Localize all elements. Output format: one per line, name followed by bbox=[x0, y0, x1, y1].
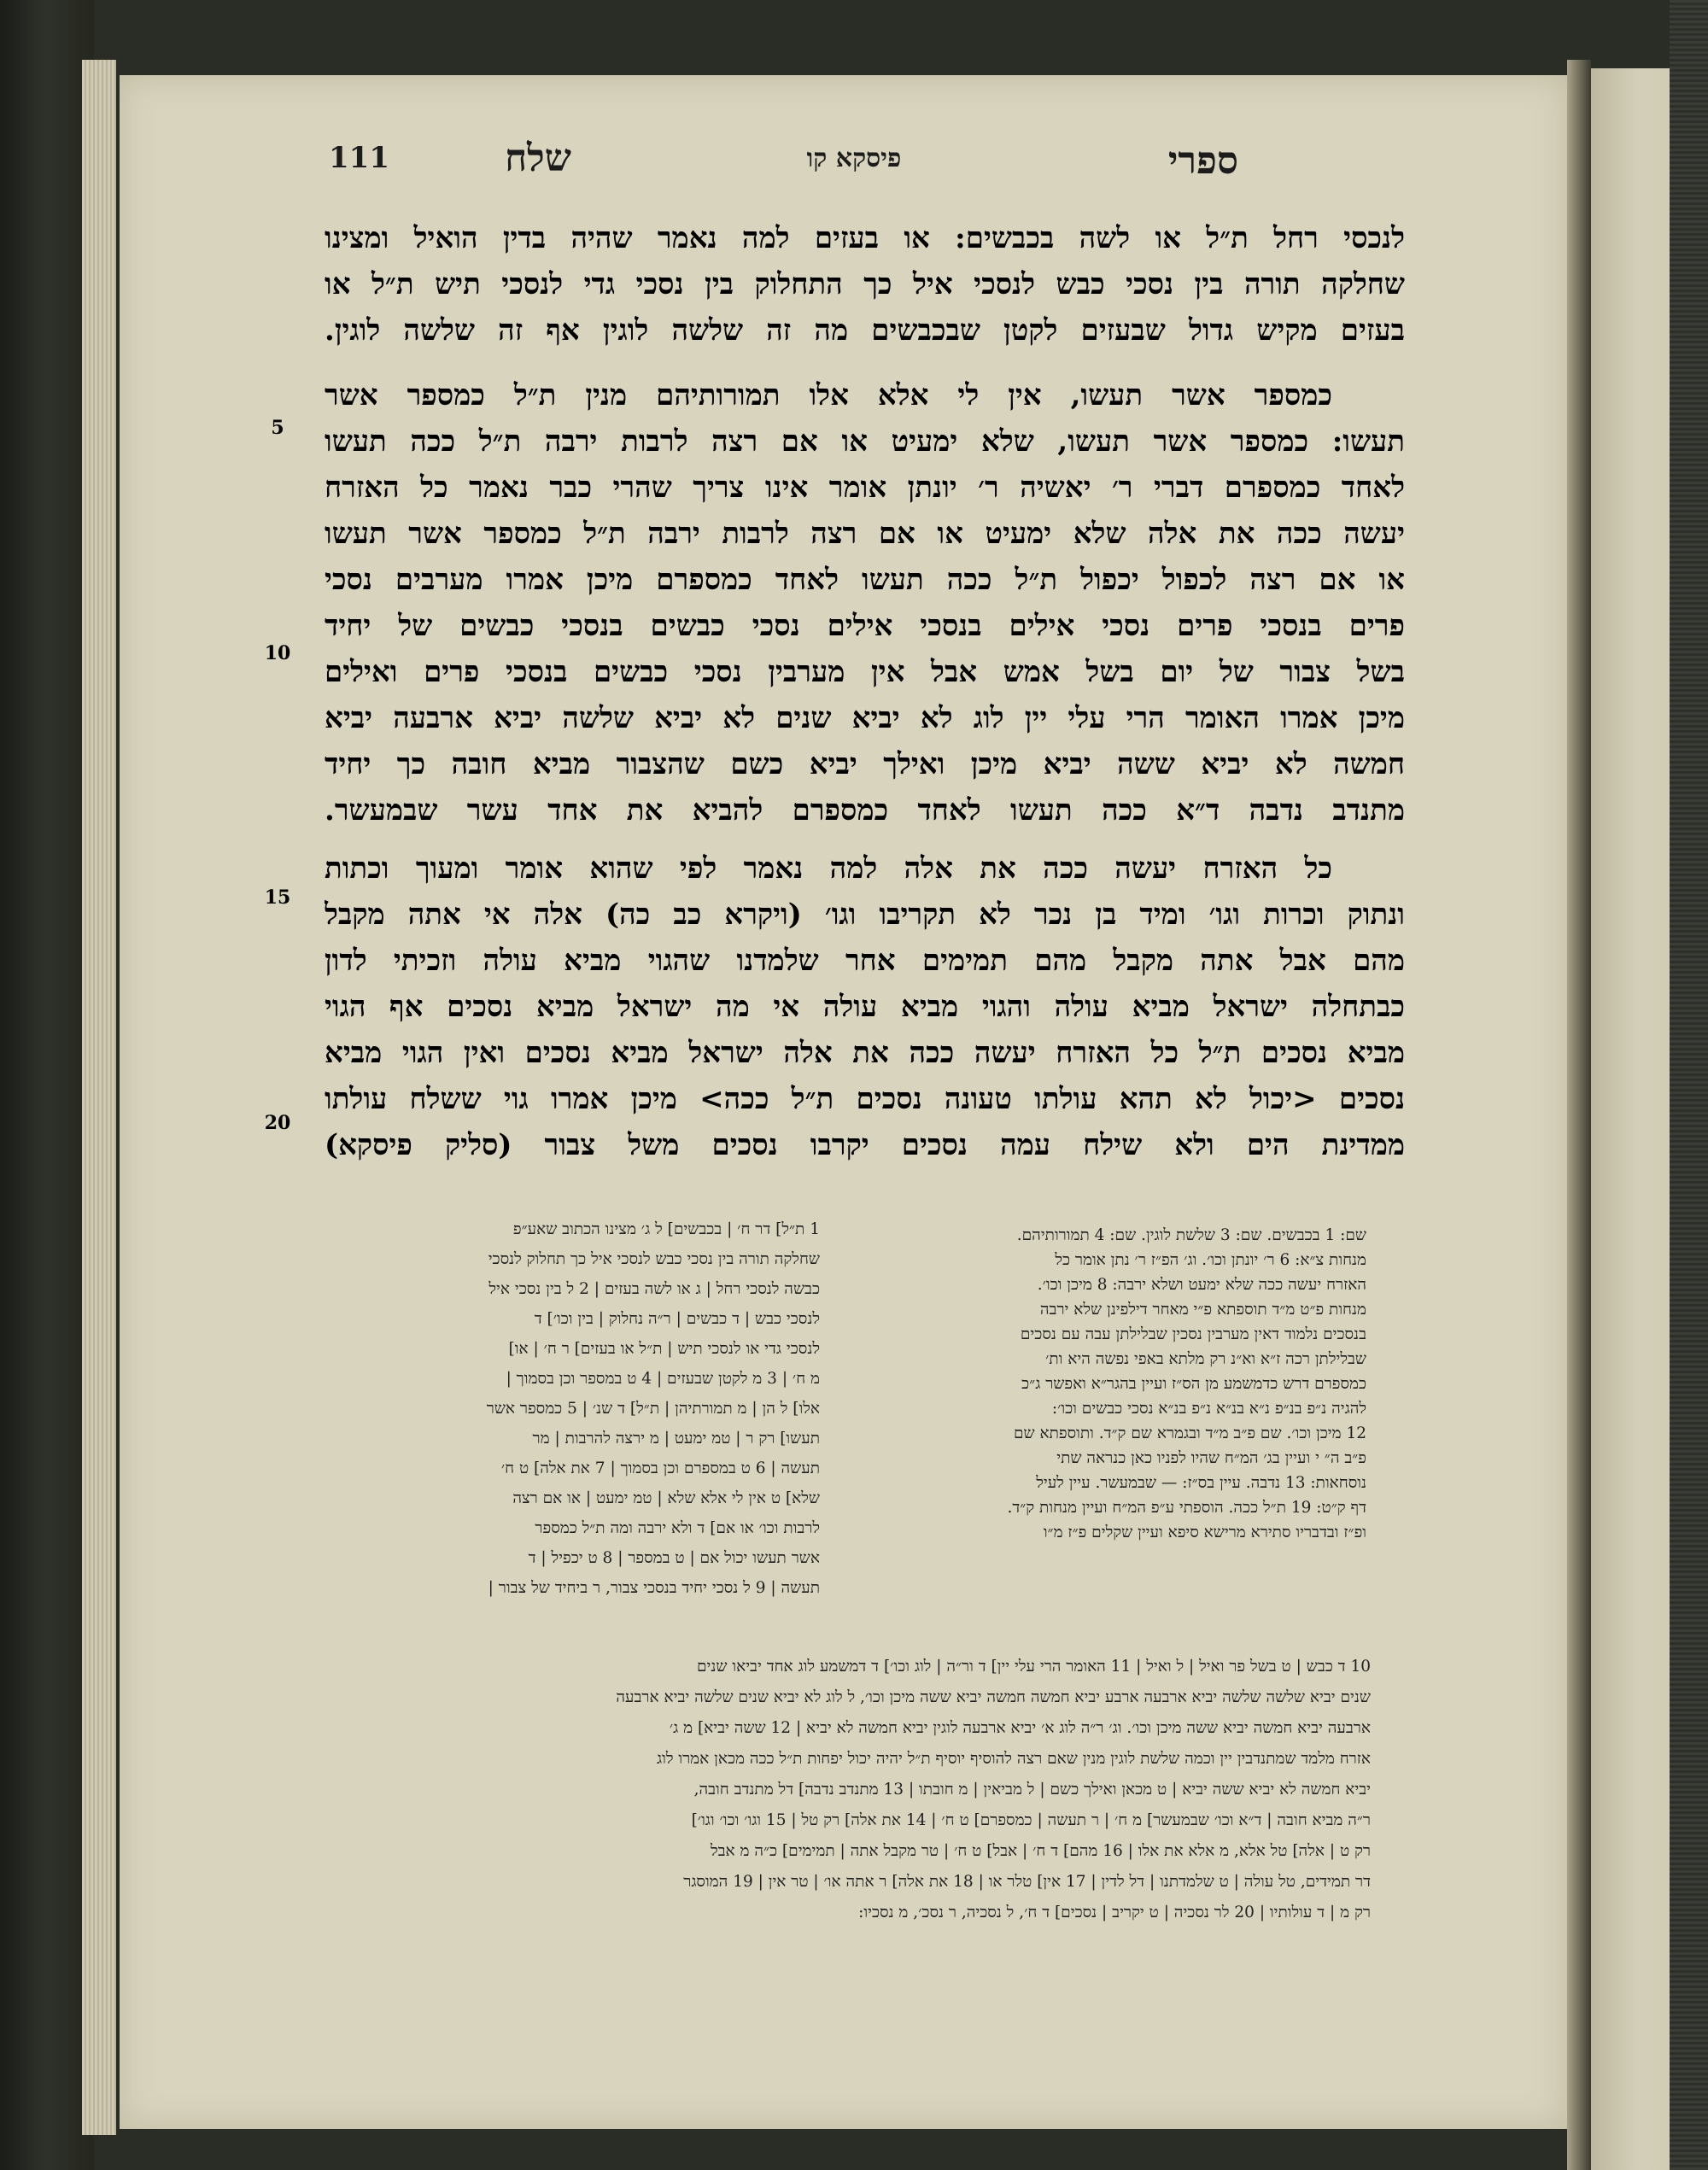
portion-title: שלח bbox=[505, 137, 571, 180]
note-line: דר תמידים, טל עולה | ט שלמדתנו | דל לדין | 17 אין] טלר או | 18 את אלה] ר אתה או׳ | טר אין | 19 המוסגר bbox=[683, 1873, 1371, 1891]
main-text-line: לאחד כמספרם דברי ר׳ יאשיה ר׳ יונתן אומר אינו צריך שהרי כבר נאמר כל האזרח bbox=[325, 471, 1405, 505]
main-text-line: תעשו: כמספר אשר תעשו, שלא ימעיט או אם רצה לרבות ירבה ת״ל ככה תעשו bbox=[325, 424, 1405, 459]
main-text-line: מיכן אמרו האומר הרי עלי יין לוג לא יביא שנים לא יביא שלשה יביא ארבעה יביא bbox=[325, 701, 1405, 735]
main-text-line: כמספר אשר תעשו, אין לי אלא אלו תמורותיהם מנין ת״ל כמספר אשר bbox=[325, 378, 1332, 412]
book-title: ספרי bbox=[1167, 139, 1238, 183]
note-line: מנחות צ״א: 6 ר׳ יונתן וכו׳. וג׳ הפ״ז ר׳ נתן אומר כל bbox=[1055, 1251, 1366, 1269]
note-line: שם: 1 בכבשים. שם: 3 שלשת לוגין. שם: 4 תמורותיהם. bbox=[1016, 1226, 1366, 1244]
main-text-line: מהם אבל אתה מקבל מהם תמימים אחר שלמדנו שהגוי מביא עולה וזכיתי לדון bbox=[325, 944, 1405, 978]
main-text-line: כבתחלה ישראל מביא עולה והגוי מביא עולה אי מה ישראל מביא נסכים אף הגוי bbox=[325, 990, 1405, 1024]
main-text-line: נסכים <יכול לא תהא עולתו טעונה נסכים ת״ל ככה> מיכן אמרו גוי ששלח עולתו bbox=[325, 1082, 1405, 1116]
main-text-line: פרים בנסכי פרים נסכי אילים בנסכי אילים נסכי כבשים בנסכי כבשים של יחיד bbox=[325, 609, 1405, 643]
note-line: כבשה לנסכי רחל | ג או לשה בעזים | 2 ל בין נסכי איל bbox=[488, 1280, 820, 1298]
note-line: תעשה | 9 ל נסכי יחיד בנסכי צבור, ר ביחיד של צבור | bbox=[488, 1579, 820, 1597]
note-line: ופ״ז ובדבריו סתירא מרישא סיפא ועיין שקלים פ״ז מ״ו bbox=[1043, 1524, 1366, 1541]
main-text-line: מתנדב נדבה ד״א ככה תעשו לאחד כמספרם להביא את אחד עשר שבמעשר. bbox=[325, 793, 1405, 828]
note-line: להגיה נ״פ בנ״פ נ״א בנ״א נ״פ בנ״א נסכי כבשים וכו׳: bbox=[1051, 1400, 1366, 1418]
page-number: 111 bbox=[329, 141, 389, 175]
note-line: לנסכי גדי או לנסכי תיש | ת״ל או בעזים] ר ח׳ | או] bbox=[508, 1340, 820, 1358]
note-line: 10 ד כבש | ט בשל פר ואיל | ל ואיל | 11 האומר הרי עלי יין] ד ור״ה | לוג וכו׳] ד דמשמע לוג אחד יביאו שנים bbox=[696, 1658, 1371, 1676]
note-line: נוסחאות: 13 נדבה. עיין בס״ז: — שבמעשר. עיין לעיל bbox=[1036, 1474, 1366, 1492]
note-line: ארבעה יביא חמשה יביא ששה מיכן וכו׳. וג׳ ר״ה לוג א׳ יביא ארבעה לוגין יביא חמשה לא יביא | 12 ששה יביא] מ ג׳ bbox=[669, 1719, 1371, 1737]
note-line: 12 מיכן וכו׳. שם פ״ב מ״ד ובגמרא שם ק״ד. ותוספתא שם bbox=[1013, 1424, 1366, 1442]
note-line: אלו] ל הן | מ תמורתיהן | ת״ל] ד שנ׳ | 5 כמספר אשר bbox=[486, 1400, 820, 1418]
note-line: יביא חמשה לא יביא ששה יביא | ט מכאן ואילך כשם | ל מביאין | מ חובתו | 13 מתנדב נדבה] דל מתנדב חובה, bbox=[693, 1781, 1371, 1799]
note-line: תעשו] רק ר | טמ ימעט | מ ירצה להרבות | מר bbox=[532, 1430, 820, 1448]
line-number: 5 bbox=[271, 417, 284, 439]
book-gutter bbox=[1567, 60, 1591, 2170]
main-text-line: מביא נסכים ת״ל כל האזרח יעשה ככה את אלה ישראל מביא נסכים ואין הגוי מביא bbox=[325, 1036, 1405, 1070]
note-line: כמספרם דרש כדמשמע מן הס״ז ועיין בהגר״א ואפשר ג״כ bbox=[1021, 1375, 1366, 1393]
note-line: בנסכים נלמוד דאין מערבין נסכין שבלילתן עבה עם נסכים bbox=[1020, 1325, 1366, 1343]
note-line: שחלקה תורה בין נסכי כבש לנסכי איל כך תחלוק לנסכי bbox=[488, 1250, 820, 1268]
note-line: מנחות פ״ט מ״ד תוספתא פ״י מאחר דילפינן שלא ירבה bbox=[1039, 1301, 1366, 1319]
note-line: פ״ב ה״ י ועיין בג׳ המ״ח שהיו לפניו כאן כנראה שתי bbox=[1056, 1449, 1366, 1467]
note-line: רק מ | ד עולותיו | 20 לר נסכיה | ט יקריב | נסכים] ד ח׳, ל נסכיה, ר נסכ׳, מ נסכיו: bbox=[858, 1904, 1371, 1921]
main-text-line: או אם רצה לכפול יכפול ת״ל ככה תעשו לאחד כמספרם מיכן אמרו מערבים נסכי bbox=[325, 563, 1405, 597]
section-title: פיסקא קו bbox=[806, 143, 902, 173]
main-text-line: ממדינת הים ולא שילח עמה נסכים יקרבו נסכים משל צבור (סליק פיסקא) bbox=[325, 1128, 1405, 1162]
main-text-line: בשל צבור של יום בשל אמש אבל אין מערבין נסכי כבשים בנסכי פרים ואילים bbox=[325, 655, 1405, 689]
main-text-line: כל האזרח יעשה ככה את אלה למה נאמר לפי שהוא אומר ומעוך וכתות bbox=[325, 851, 1332, 886]
note-line: ר״ה מביא חובה | ד״א וכו׳ שבמעשר] מ ח׳ | ר תעשה | כמספרם] ט ח׳ | 14 את אלה] רק טל | 15 וגו׳ וכו׳ וגו׳] bbox=[691, 1811, 1371, 1829]
line-number: 20 bbox=[264, 1112, 291, 1134]
note-line: שנים יביא שלשה שלשה יביא ארבעה ארבע יביא חמשה חמשה יביא ששה מיכן וכו׳, ל לוג לא יביא שנים שלשה יביא ארבעה bbox=[616, 1688, 1371, 1706]
note-line: דף ק״ט: 19 ת״ל ככה. הוספתי ע״פ המ״ח ועיין מנחות ק״ד. bbox=[1007, 1499, 1366, 1517]
main-text-line: שחלקה תורה בין נסכי כבש לנסכי איל כך התחלוק בין נסכי גדי לנסכי תיש ת״ל או bbox=[325, 267, 1405, 301]
note-line: לרבות וכו׳ או אם] ד ולא ירבה ומה ת״ל כמספר bbox=[535, 1519, 820, 1537]
note-line: 1 ת״ל] דר ח׳ | בכבשים] ל ג׳ מצינו הכתוב שאע״פ bbox=[512, 1220, 820, 1238]
page-edges bbox=[82, 60, 116, 2135]
line-number: 10 bbox=[264, 642, 291, 664]
note-line: שלא] ט אין לי אלא שלא | טמ ימעט | או אם רצה bbox=[512, 1489, 820, 1507]
note-line: שבלילתן רכה ז״א וא״נ רק מלתא באפי נפשה היא ות׳ bbox=[1045, 1350, 1366, 1368]
note-line: רק ט | אלה] טל אלא, מ אלא את אלו | 16 מהם] ד ח׳ | אבל] ט ח׳ | טר מקבל אתה | תמימים] כ״ה מ אבל bbox=[710, 1842, 1371, 1860]
main-text-line: לנכסי רחל ת״ל או לשה בכבשים: או בעזים למה נאמר שהיה בדין הואיל ומצינו bbox=[325, 221, 1405, 255]
line-number: 15 bbox=[264, 886, 291, 909]
main-text-line: בעזים מקיש גדול שבעזים לקטן שבכבשים מה זה שלשה לוגין אף זה שלשה לוגין. bbox=[325, 313, 1405, 348]
note-line: האזרח יעשה ככה שלא ימעט ושלא ירבה: 8 מיכן וכו׳. bbox=[1037, 1276, 1366, 1294]
main-text-line: חמשה לא יביא ששה יביא מיכן ואילך יביא כשם שהצבור מביא חובה כך יחיד bbox=[325, 747, 1405, 781]
note-line: אשר תעשו יכול אם | ט במספר | 8 ט יכפיל | ד bbox=[528, 1549, 820, 1567]
book-cover-left bbox=[0, 0, 94, 2170]
note-line: לנסכי כבש | ד כבשים | ר״ה נחלוק | בין וכו׳] ד bbox=[534, 1310, 820, 1328]
main-text-line: ונתוק וכרות וגו׳ ומיד בן נכר לא תקריבו וגו׳ (ויקרא כב כה) אלה אי אתה מקבל bbox=[325, 898, 1405, 932]
main-text-line: יעשה ככה את אלה שלא ימעיט או אם רצה לרבות ירבה ת״ל כמספר אשר תעשו bbox=[325, 517, 1405, 551]
note-line: אזרח מלמד שמתנדבין יין וכמה שלשת לוגין מנין שאם רצה להוסיף יוסיף ת״ל יהיה יכול יפחות ת״ל ככה מכאן אמרו לוג bbox=[656, 1750, 1371, 1768]
note-line: מ ח׳ | 3 מ לקטן שבעזים | 4 ט במספר וכן בסמוך | bbox=[506, 1370, 820, 1388]
note-line: תעשה | 6 ט במספרם וכן בסמוך | 7 את אלה] ט ח׳ bbox=[500, 1459, 820, 1477]
book-cover-right bbox=[1670, 0, 1708, 2170]
